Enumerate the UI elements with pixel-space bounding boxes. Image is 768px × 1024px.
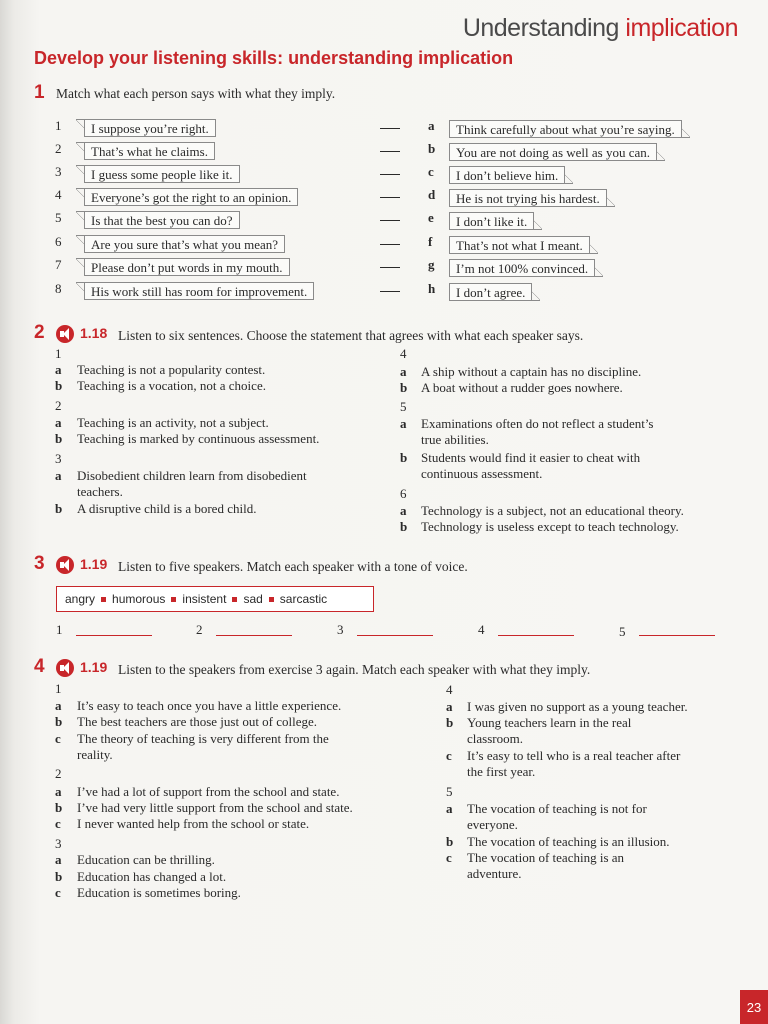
ex2-q1-number: 1: [55, 346, 62, 361]
ex1-statement-bubble: Everyone’s got the right to an opinion.: [84, 188, 298, 206]
ex2-q4-number: 4: [400, 346, 407, 361]
exercise-3-track: 1.19: [80, 556, 108, 572]
ex2-q6-number: 6: [400, 486, 407, 501]
ex4-q3-b-label: b: [55, 869, 63, 884]
ex1-statement-bubble: Please don’t put words in my mouth.: [84, 258, 290, 276]
ex4-q5-c2: adventure.: [467, 866, 522, 881]
ex1-match-line[interactable]: [380, 244, 400, 245]
ex3-answer-blank-1[interactable]: [76, 635, 152, 636]
bullet-square-icon: [232, 597, 237, 602]
ex4-q4-c1: It’s easy to tell who is a real teacher after: [467, 748, 681, 763]
ex1-implication-letter: f: [428, 234, 433, 249]
ex2-q4-a: A ship without a captain has no discipline.: [421, 364, 642, 379]
ex3-answer-blank-4[interactable]: [498, 635, 574, 636]
exercise-2-track: 1.18: [80, 325, 108, 341]
ex4-q4-number: 4: [446, 682, 453, 697]
ex1-implication-letter: h: [428, 281, 436, 296]
ex2-q3-a-label: a: [55, 468, 62, 483]
tone-angry: angry: [65, 592, 96, 606]
ex2-q1-b: Teaching is a vocation, not a choice.: [77, 378, 266, 393]
ex4-q5-c-label: c: [446, 850, 452, 865]
ex2-q3-b-label: b: [55, 501, 63, 516]
tone-humorous: humorous: [112, 592, 166, 606]
ex2-q4-b: A boat without a rudder goes nowhere.: [421, 380, 623, 395]
ex4-q3-c-label: c: [55, 885, 61, 900]
ex1-match-line[interactable]: [380, 220, 400, 221]
ex2-q2-number: 2: [55, 398, 62, 413]
running-head-main: Understanding: [462, 14, 619, 42]
ex1-match-line[interactable]: [380, 267, 400, 268]
ex1-statement-number: 8: [55, 281, 62, 296]
ex1-match-line[interactable]: [380, 197, 400, 198]
ex4-q1-a: It’s easy to teach once you have a little experience.: [77, 698, 342, 713]
ex4-q2-b-label: b: [55, 800, 63, 815]
ex4-q2-a: I’ve had a lot of support from the school and state.: [77, 784, 340, 799]
ex4-q1-b: The best teachers are those just out of college.: [77, 714, 318, 729]
audio-speaker-icon[interactable]: [56, 325, 74, 343]
ex1-implication-bubble: That’s not what I meant.: [449, 236, 590, 254]
ex4-q3-a: Education can be thrilling.: [77, 852, 215, 867]
ex2-q5-a2: true abilities.: [421, 432, 489, 447]
ex1-statement-number: 7: [55, 257, 62, 272]
exercise-4-instruction: Listen to the speakers from exercise 3 again. Match each speaker with what they imply.: [118, 662, 591, 677]
ex4-q2-a-label: a: [55, 784, 62, 799]
bullet-square-icon: [171, 597, 176, 602]
ex2-q5-a1: Examinations often do not reflect a student’s: [421, 416, 654, 431]
ex2-q3-number: 3: [55, 451, 62, 466]
ex3-blank-3-number: 3: [337, 622, 344, 637]
ex4-q1-b-label: b: [55, 714, 63, 729]
ex4-q4-c2: the first year.: [467, 764, 536, 779]
page-number: 23: [740, 990, 768, 1024]
ex1-match-line[interactable]: [380, 174, 400, 175]
ex4-q3-number: 3: [55, 836, 62, 851]
ex2-q5-b2: continuous assessment.: [421, 466, 543, 481]
ex1-statement-number: 5: [55, 210, 62, 225]
ex4-q1-a-label: a: [55, 698, 62, 713]
ex4-q2-b: I’ve had very little support from the school and state.: [77, 800, 353, 815]
ex2-q2-b: Teaching is marked by continuous assessment.: [77, 431, 320, 446]
ex1-implication-letter: g: [428, 257, 435, 272]
exercise-4-track: 1.19: [80, 659, 108, 675]
ex1-statement-number: 4: [55, 187, 62, 202]
tone-word-box: [56, 586, 374, 612]
ex4-q5-b: The vocation of teaching is an illusion.: [467, 834, 670, 849]
ex3-blank-2-number: 2: [196, 622, 203, 637]
bullet-square-icon: [101, 597, 106, 602]
ex1-implication-letter: d: [428, 187, 436, 202]
tone-insistent: insistent: [182, 592, 227, 606]
ex1-statement-bubble: I suppose you’re right.: [84, 119, 216, 137]
ex2-q5-b1: Students would find it easier to cheat with: [421, 450, 641, 465]
ex2-q5-b-label: b: [400, 450, 408, 465]
ex1-match-line[interactable]: [380, 128, 400, 129]
exercise-4-number: 4: [34, 656, 45, 677]
ex2-q6-b-label: b: [400, 519, 408, 534]
ex4-q5-number: 5: [446, 784, 453, 799]
ex4-q4-c-label: c: [446, 748, 452, 763]
ex4-q2-number: 2: [55, 766, 62, 781]
ex2-q3-a1: Disobedient children learn from disobedient: [77, 468, 307, 483]
ex1-statement-number: 6: [55, 234, 62, 249]
ex2-q1-b-label: b: [55, 378, 63, 393]
ex1-implication-bubble: I don’t believe him.: [449, 166, 565, 184]
ex3-blank-5-number: 5: [619, 624, 626, 639]
ex4-q5-b-label: b: [446, 834, 454, 849]
ex2-q4-b-label: b: [400, 380, 408, 395]
tone-sad: sad: [243, 592, 263, 606]
ex1-implication-letter: a: [428, 118, 435, 133]
ex4-q3-c: Education is sometimes boring.: [77, 885, 241, 900]
audio-speaker-icon[interactable]: [56, 659, 74, 677]
ex4-q5-a1: The vocation of teaching is not for: [467, 801, 647, 816]
ex4-q5-a2: everyone.: [467, 817, 518, 832]
ex2-q6-b: Technology is useless except to teach technology.: [421, 519, 679, 534]
ex4-q4-b-label: b: [446, 715, 454, 730]
ex3-answer-blank-3[interactable]: [357, 635, 433, 636]
ex1-match-line[interactable]: [380, 291, 400, 292]
ex2-q6-a: Technology is a subject, not an educational theory.: [421, 503, 684, 518]
ex4-q1-c1: The theory of teaching is very different from the: [77, 731, 329, 746]
ex2-q1-a: Teaching is not a popularity contest.: [77, 362, 266, 377]
ex1-statement-bubble: Is that the best you can do?: [84, 211, 240, 229]
ex3-answer-blank-2[interactable]: [216, 635, 292, 636]
ex3-answer-blank-5[interactable]: [639, 635, 715, 636]
bullet-square-icon: [269, 597, 274, 602]
ex1-statement-number: 1: [55, 118, 62, 133]
ex1-implication-letter: e: [428, 210, 434, 225]
ex1-statement-bubble: His work still has room for improvement.: [84, 282, 314, 300]
ex4-q3-b: Education has changed a lot.: [77, 869, 227, 884]
ex4-q2-c-label: c: [55, 816, 61, 831]
ex2-q3-a2: teachers.: [77, 484, 123, 499]
ex2-q5-a-label: a: [400, 416, 407, 431]
ex4-q1-c2: reality.: [77, 747, 113, 762]
ex1-implication-letter: c: [428, 164, 434, 179]
running-head-accent: implication: [625, 14, 738, 42]
ex4-q4-b2: classroom.: [467, 731, 523, 746]
ex4-q4-a-label: a: [446, 699, 453, 714]
ex3-blank-4-number: 4: [478, 622, 485, 637]
exercise-3-instruction: Listen to five speakers. Match each speaker with a tone of voice.: [118, 559, 468, 574]
ex1-implication-bubble: I don’t like it.: [449, 212, 534, 230]
ex1-implication-bubble: I’m not 100% convinced.: [449, 259, 595, 277]
exercise-1-instruction: Match what each person says with what they imply.: [56, 86, 336, 101]
ex4-q4-b1: Young teachers learn in the real: [467, 715, 632, 730]
ex1-implication-letter: b: [428, 141, 436, 156]
exercise-1-number: 1: [34, 82, 45, 103]
ex2-q2-a: Teaching is an activity, not a subject.: [77, 415, 269, 430]
ex1-statement-bubble: Are you sure that’s what you mean?: [84, 235, 285, 253]
ex4-q5-c1: The vocation of teaching is an: [467, 850, 625, 865]
ex1-implication-bubble: He is not trying his hardest.: [449, 189, 607, 207]
ex2-q2-a-label: a: [55, 415, 62, 430]
ex2-q5-number: 5: [400, 399, 407, 414]
ex2-q2-b-label: b: [55, 431, 63, 446]
section-title: Develop your listening skills: understanding implication: [34, 48, 514, 68]
ex1-statement-number: 2: [55, 141, 62, 156]
exercise-2-instruction: Listen to six sentences. Choose the statement that agrees with what each speaker says.: [118, 328, 584, 343]
ex4-q5-a-label: a: [446, 801, 453, 816]
ex2-q3-b: A disruptive child is a bored child.: [77, 501, 257, 516]
audio-speaker-icon[interactable]: [56, 556, 74, 574]
ex3-blank-1-number: 1: [56, 622, 63, 637]
ex1-match-line[interactable]: [380, 151, 400, 152]
ex4-q3-a-label: a: [55, 852, 62, 867]
ex1-statement-bubble: That’s what he claims.: [84, 142, 215, 160]
ex4-q1-c-label: c: [55, 731, 61, 746]
ex4-q2-c: I never wanted help from the school or state.: [77, 816, 310, 831]
ex2-q1-a-label: a: [55, 362, 62, 377]
exercise-3-number: 3: [34, 553, 45, 574]
ex1-implication-bubble: Think carefully about what you’re saying.: [449, 120, 682, 138]
ex1-implication-bubble: I don’t agree.: [449, 283, 532, 301]
ex4-q4-a: I was given no support as a young teacher.: [467, 699, 688, 714]
ex2-q6-a-label: a: [400, 503, 407, 518]
tone-sarcastic: sarcastic: [279, 592, 328, 606]
ex2-q4-a-label: a: [400, 364, 407, 379]
ex4-q1-number: 1: [55, 681, 62, 696]
ex1-statement-number: 3: [55, 164, 62, 179]
running-head: [463, 14, 738, 43]
ex1-statement-bubble: I guess some people like it.: [84, 165, 240, 183]
exercise-2-number: 2: [34, 322, 45, 343]
ex1-implication-bubble: You are not doing as well as you can.: [449, 143, 657, 161]
